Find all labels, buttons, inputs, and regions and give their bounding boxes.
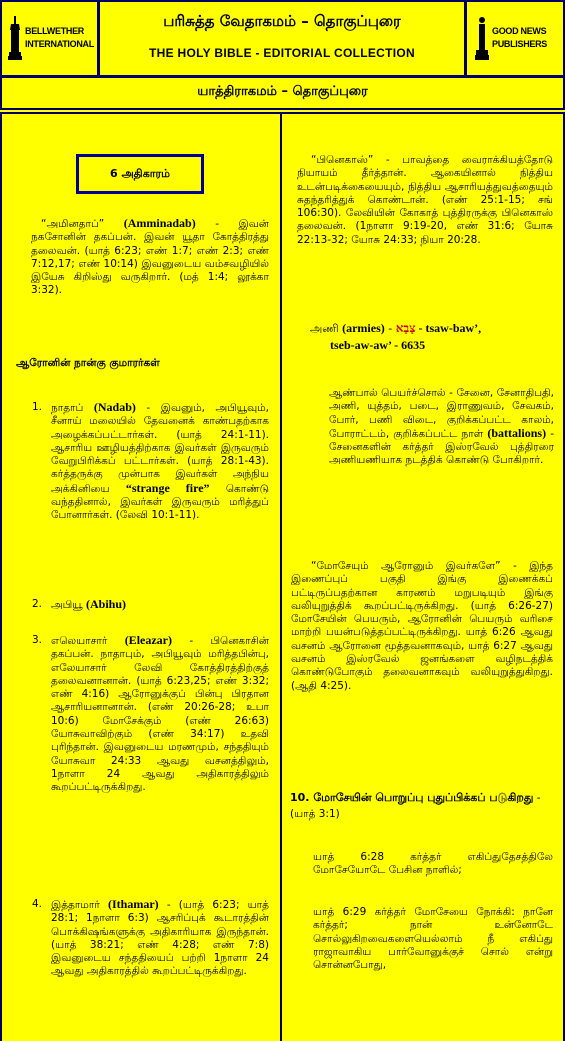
good-news-logo <box>475 16 547 60</box>
hebrew-word: צָבָא <box>395 321 416 335</box>
title-tamil: பரிசுத்த வேதாகமம் – தொகுப்புரை <box>163 12 401 30</box>
text: - இவனும், அபியூவும், சீனாய் மலையில் தேவனைக் காண்பதற்காக அழைக்கப்பட்டார்கள். (யாத் 24:1-11). ஆசாரிய ஊழியத்திற்காக இவர்கள் இருவரும் வேறுபிரிக்கப் பட்டார்கள். (யாத் 28:1-43). கர்த்தருக்கு முன்பாக இவர்கள் அந்நிய அக்கினியை <box>51 402 269 495</box>
item-number: 2. <box>32 598 43 610</box>
transliteration: - tsaw-baw’, <box>415 321 482 335</box>
title-english: THE HOLY BIBLE - EDITORIAL COLLECTION <box>148 46 415 60</box>
item-number: 3. <box>32 634 43 646</box>
text: அணி <box>310 322 343 335</box>
logo-line-1: GOOD NEWS <box>492 26 547 36</box>
amminadab-paragraph <box>31 217 269 298</box>
term: (battalions) <box>487 425 547 440</box>
text: எலெயாசார் <box>51 635 125 647</box>
book-title-box <box>0 76 565 110</box>
text: - பினெகாசின் தகப்பன். நாதாபும், அபியூவும் மரித்தபின்பு, எலேயாசார் லேவி கோத்திரத்திற்குத் தலைவனானான். (யாத் 6:23,25; எண் 3:32; எண் 4:16) ஆரோனுக்குப் பின்பு பிரதான ஆசாரியனானான். (எண் 20:26-28; உபா 10:6) மோசேக்கும் (எண் 26:63) யோசுவாவிற்கும் (எண் 34:17) உதவி புரிந்தான். இவனுடைய மரணமும், சந்ததியும் யோசுவா 24:33 ஆவது வசனத்திலும், 1நாளா 24 ஆவது அதிகாரத்திலும் கூறப்பட்டிருக்கிறது. <box>51 635 269 794</box>
title-box <box>98 0 466 77</box>
text: இத்தாமார் <box>51 899 108 911</box>
section-title: 10. மோசேயின் பொறுப்பு புதுப்பிக்கப் படுகிறது <box>290 791 534 804</box>
moses-aaron-paragraph: “மோசேயும் ஆரோனும் இவர்களே” - இந்த இணைப்புப் பகுதி இங்கு இணைக்கப் பட்டிருப்பதற்கான காரணம் மறுபடியும் இங்கு வலியுறுத்திக் கூறப்பட்டிருக்கிறது. (யாத் 6:26-27) மோசேயின் பெயரும், ஆரோனின் பெயரும் வரிசை மாற்றி பயன்படுத்தப்பட்டிருக்கிறது. யாத் 6:26 ஆவது வசனம் ஆரோனை மூத்தவனாகவும், யாத் 6:27 ஆவது வசனம் இஸ்ரவேல் ஜனங்களை வழிநடத்திக் கொண்டுபோகும் தலைவனாகவும் வலியுறுத்துகிறது. (ஆதி 4:25). <box>291 560 553 692</box>
list-item <box>51 598 269 612</box>
list-item <box>51 898 269 979</box>
text: அபியூ <box>51 599 86 611</box>
verse-6-28: யாத் 6:28 கர்த்தர் எகிப்துதேசத்திலே மோசேயோடே பேசின நாளில்; <box>313 851 553 877</box>
right-logo-box <box>465 0 565 77</box>
text: ஆண்பால் பெயர்ச்சொல் - சேனை, சேனாதிபதி, அணி, யுத்தம், படை, இராணுவம், சேவகம், போர், பணி விடை, குறிக்கப்பட்ட காலம், போராட்டம், குறிக்கப்பட்ட நாள் <box>329 387 554 440</box>
section-10-heading <box>290 790 554 822</box>
term: (Nadab) <box>93 400 136 414</box>
armies-term <box>310 320 554 354</box>
text: - <box>384 322 396 335</box>
phinehas-paragraph: “பினெகாஸ்” - பாவத்தை வைராக்கியத்தோடு நியாயம் தீர்த்தான். ஆகையினால் நித்திய உடன்படிக்கையையும், நித்திய ஆசாரியத்துவத்தையும் சுதந்தரித்துக் கொண்டான். (எண் 25:1-15; சங் 106:30). லேவியின் கோகாத் புத்திரருக்கு பினெகாஸ் தலைவன். (1நாளா 9:19-20, எண் 31:6; யோசு 22:13-32; யோசு 24:33; நியா 20:28. <box>297 154 553 246</box>
term: (armies) <box>342 321 385 335</box>
bell-tower-icon <box>8 16 22 60</box>
logo-line-1: BELLWETHER <box>25 26 84 36</box>
term: (Amminadab) <box>123 216 196 230</box>
list-item <box>51 401 269 523</box>
text: கொண்டு வந்ததினால், இவர்கள் இருவரும் மரித்துப் போனார்கள். (லேவி 10:1-11). <box>51 482 269 522</box>
book-title: யாத்திராகமம் – தொகுப்புரை <box>197 84 368 99</box>
text: நாதாப் <box>51 402 94 414</box>
logo-line-2: INTERNATIONAL <box>25 39 94 49</box>
sons-heading: ஆரோனின் நான்கு குமாரர்கள் <box>16 357 160 369</box>
term: (Ithamar) <box>107 897 159 911</box>
armies-definition <box>329 387 554 468</box>
bellwether-logo <box>8 16 94 60</box>
item-number: 1. <box>32 401 43 413</box>
item-number: 4. <box>32 898 43 910</box>
term: (Abihu) <box>86 597 127 611</box>
text: - இவன் நகசோனின் தகப்பன். இவன் யூதா கோத்திரத்து தலைவன். (யாத் 6:23; எண் 1:7; எண் 2:3; எண் 7:12,17; எண் 10:14) இவனுடைய வம்சவழியில் இயேசு கிறிஸ்து வருகிறார். (மத் 1:4; லூக்கா 3:32). <box>31 218 269 297</box>
term: “strange fire” <box>125 480 210 495</box>
left-logo-box <box>0 0 99 77</box>
chapter-box: 6 அதிகாரம் <box>76 154 204 194</box>
tower-icon <box>475 16 489 60</box>
section-ref: - (யாத் 3:1) <box>290 792 541 820</box>
text: “அமினதாப்” <box>41 218 124 230</box>
verse-6-29: யாத் 6:29 கர்த்தர் மோசேயை நோக்கி: நானே கர்த்தர்; நான் உன்னோடே சொல்லுகிறவைகளையெல்லாம் நீ எகிப்து ராஜாவாகிய பார்வோனுக்குச் சொல் என்று சொன்னபோது, <box>313 906 553 972</box>
list-item <box>51 634 269 795</box>
logo-line-2: PUBLISHERS <box>492 39 548 49</box>
text: - சேனைகளின் கர்த்தர் இஸ்ரவேல் புத்திரரை அணியணியாக நடத்திக் கொண்டு போகிறார். <box>329 427 554 467</box>
transliteration: tseb-aw-aw’ - 6635 <box>330 338 426 352</box>
text: - (யாத் 6:23; யாத் 28:1; 1நாளா 6:3) ஆசரிப்புக் கூடாரத்தின் பொக்கிஷங்களுக்கு அதிகாரியாக இருந்தான். (யாத் 38:21; எண் 4:28; எண் 7:8) இவனுடைய சந்ததியைப் பற்றி 1நாளா 24 ஆவது அதிகாரத்தில் கூறப்பட்டிருக்கிறது. <box>51 899 269 978</box>
term: (Eleazar) <box>124 633 172 647</box>
